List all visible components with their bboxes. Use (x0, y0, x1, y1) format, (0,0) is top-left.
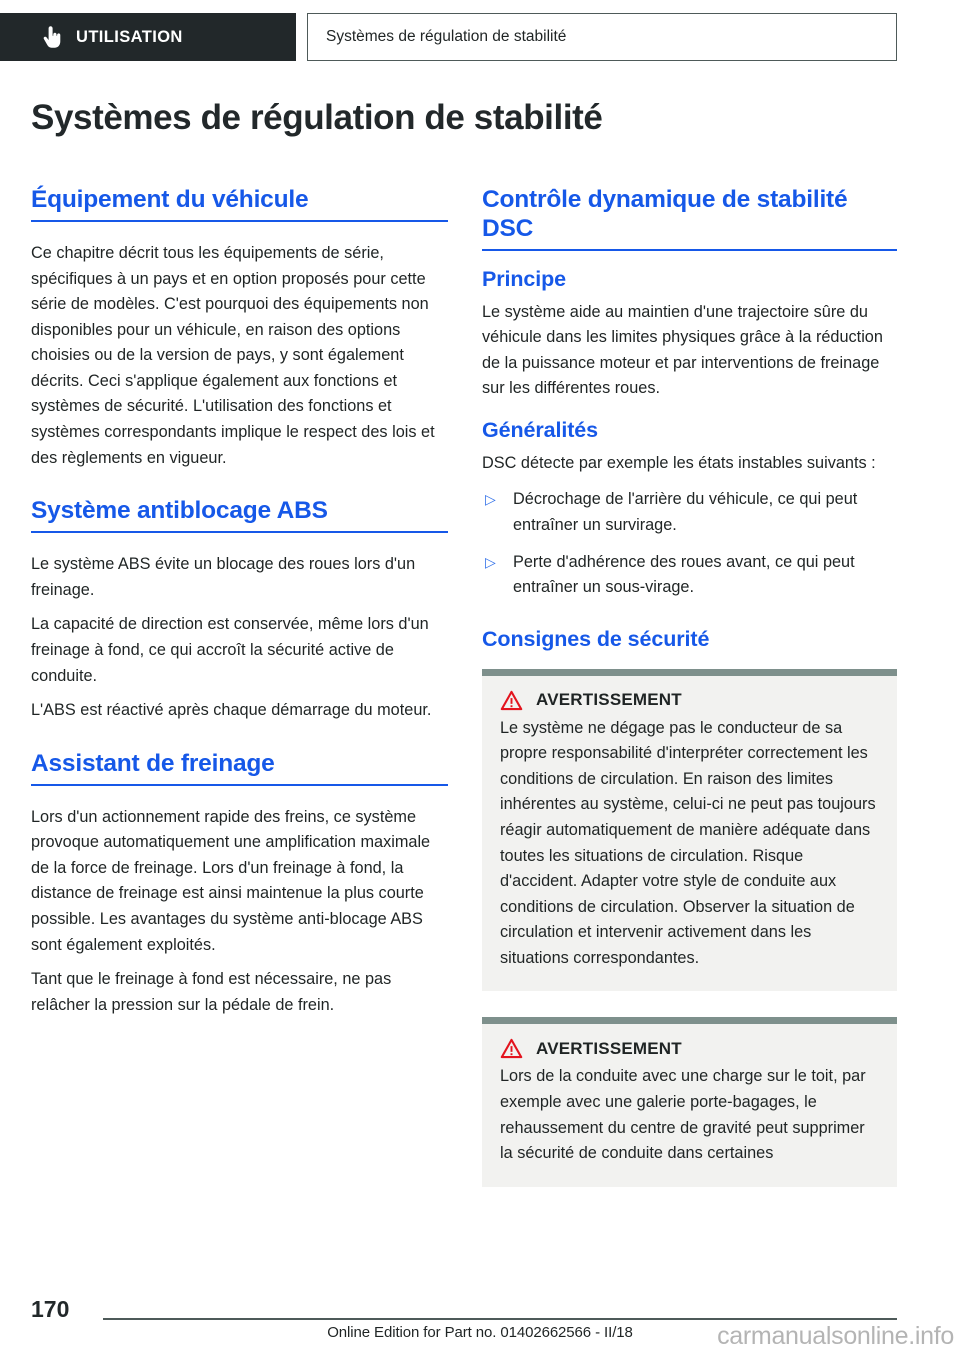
footer-edition-note: Online Edition for Part no. 01402662566 - II/18 (327, 1324, 633, 1341)
page-footer (0, 1282, 960, 1362)
top-navigation-bar (0, 13, 960, 61)
subsection-heading-consignes-securite: Consignes de sécurité (482, 626, 710, 651)
nav-tab-utilisation[interactable] (0, 13, 296, 61)
footer-divider (103, 1318, 897, 1320)
subsection-heading-generalites: Généralités (482, 417, 599, 442)
paragraph-assistant-1: Lors d'un actionnement rapide des freins, ce système provoque automatiquement une amplification maximale de la force de freinage. Lors d'un freinage à fond, la distance de freinage est ainsi maintenue la plus courte possible. Les avantages du système anti-blocage ABS sont également exploités. (31, 807, 431, 954)
list-item-text: Décrochage de l'arrière du véhicule, ce qui peut entraîner un survirage. (513, 490, 858, 534)
page-title: Systèmes de régulation de stabilité (31, 98, 603, 137)
warning-text: Lors de la conduite avec une charge sur le toit, par exemple avec une galerie porte-bagages, le rehaussement du centre de gravité peut supprimer la sécurité de conduite dans certaines (500, 1067, 866, 1163)
warning-box (482, 669, 897, 992)
watermark-text: carmanualsonline.info (717, 1322, 954, 1350)
section-heading-assistant-freinage: Assistant de freinage (31, 750, 448, 786)
triangle-bullet-icon: ▷ (485, 553, 496, 570)
warning-title: AVERTISSEMENT (536, 1038, 682, 1058)
section-heading-dsc: Contrôle dynamique de stabilité DSC (482, 186, 897, 251)
section-heading-abs: Système antiblocage ABS (31, 497, 448, 533)
warning-triangle-icon (500, 690, 523, 711)
list-item (482, 550, 897, 601)
paragraph-generalites-intro: DSC détecte par exemple les états instables suivants : (482, 453, 876, 472)
warning-header (500, 690, 879, 711)
bullet-list-etats-instables (482, 487, 897, 600)
warning-title: AVERTISSEMENT (536, 690, 682, 710)
breadcrumb-label: Systèmes de régulation de stabilité (326, 28, 567, 45)
list-item (482, 487, 897, 538)
right-column (482, 186, 897, 1187)
triangle-bullet-icon: ▷ (485, 491, 496, 508)
warning-triangle-icon (500, 1038, 523, 1059)
list-item-text: Perte d'adhérence des roues avant, ce qui peut entraîner un sous-virage. (513, 552, 855, 597)
paragraph-equipement-1: Ce chapitre décrit tous les équipements de série, spécifiques à un pays et en option proposés pour cette série de modèles. C'est pourquoi des équipements non disponibles pour un véhicule, en raison des options choisies ou de la version de pays, y sont également décrits. Ceci s'applique également aux fonctions et systèmes de sécurité. L'utilisation des fonctions et systèmes correspondants implique le respect des lois et des règlements en vigueur. (31, 243, 435, 467)
warning-box (482, 1017, 897, 1186)
paragraph-abs-2: La capacité de direction est conservée, même lors d'un freinage à fond, ce qui accroît la sécurité active de conduite. (31, 615, 429, 685)
paragraph-assistant-2: Tant que le freinage à fond est nécessaire, ne pas relâcher la pression sur la pédale de frein. (31, 970, 392, 1014)
section-heading-equipement: Équipement du véhicule (31, 186, 448, 222)
subsection-heading-principe: Principe (482, 266, 567, 291)
page-number: 170 (31, 1296, 70, 1322)
warning-text: Le système ne dégage pas le conducteur de sa propre responsabilité d'interpréter correctement les conditions de circulation. En raison des limites inhérentes au système, celui-ci ne peut pas toujours réagir automatiquement de manière adéquate dans toutes les situations de circulation. Risque d'accident. Adapter votre style de conduite aux conditions de circulation. Observer la situation de circulation et intervenir activement dans les situations correspondantes. (500, 718, 876, 967)
paragraph-abs-1: Le système ABS évite un blocage des roues lors d'un freinage. (31, 555, 416, 599)
nav-tab-label: UTILISATION (76, 27, 183, 46)
breadcrumb[interactable] (307, 13, 897, 61)
left-column (31, 186, 448, 1018)
pointing-hand-icon (42, 25, 62, 49)
paragraph-principe: Le système aide au maintien d'une trajectoire sûre du véhicule dans les limites physiques grâce à la réduction de la puissance moteur et par interventions de freinage sur les différentes roues. (482, 302, 883, 398)
paragraph-abs-3: L'ABS est réactivé après chaque démarrage du moteur. (31, 701, 432, 720)
warning-header (500, 1038, 879, 1059)
